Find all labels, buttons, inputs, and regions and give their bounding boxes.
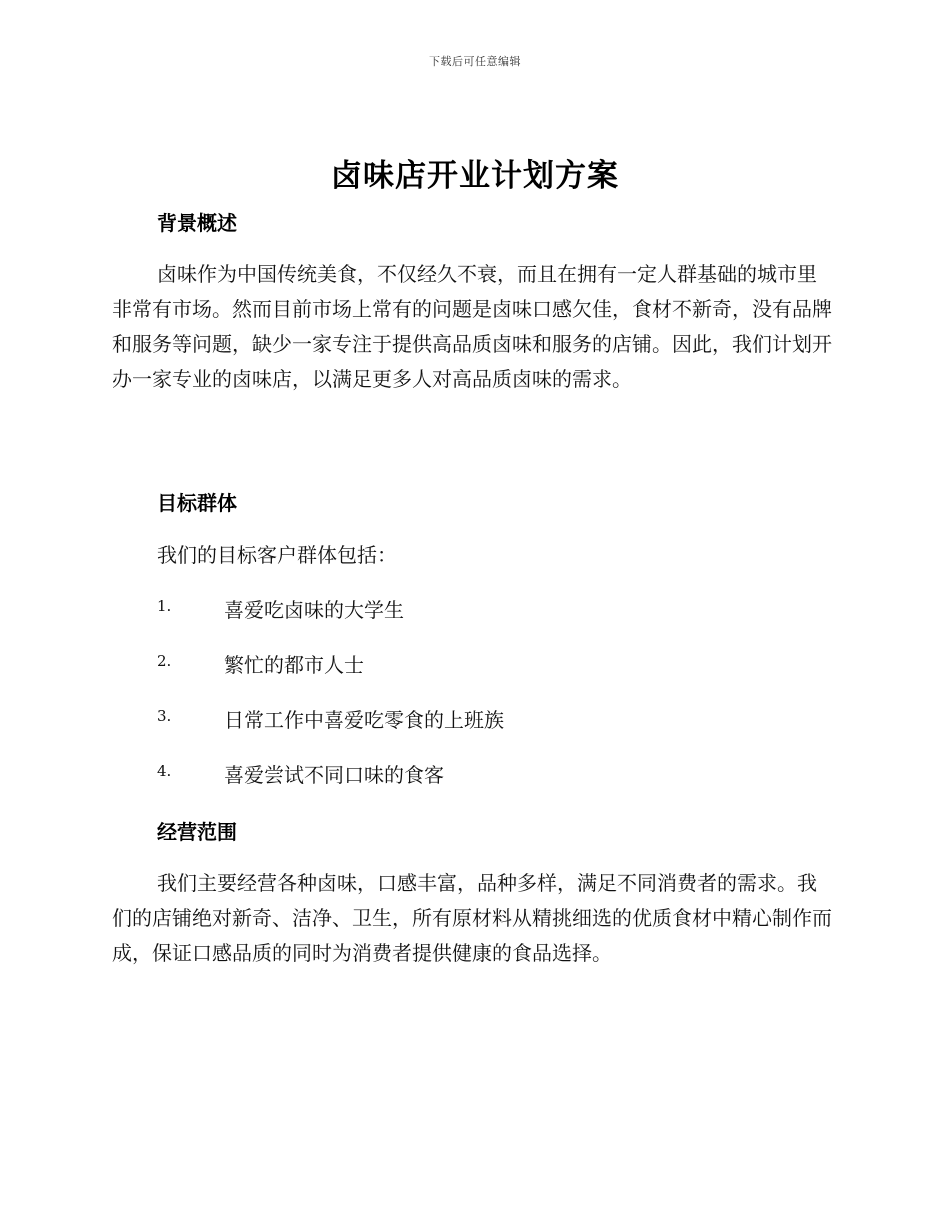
section-heading-background: 背景概述 <box>157 211 237 235</box>
section-heading-scope: 经营范围 <box>157 820 237 844</box>
scope-paragraph: 我们主要经营各种卤味，口感丰富，品种多样，满足不同消费者的需求。我们的店铺绝对新奇、洁净、卫生，所有原材料从精挑细选的优质食材中精心制作而成，保证口感品质的同时为消费者提供健康的食品选择。 <box>112 871 832 965</box>
header-note: 下载后可任意编辑 <box>429 55 521 68</box>
list-number: 1. <box>157 597 172 615</box>
list-text: 繁忙的都市人士 <box>224 653 364 677</box>
list-number: 4. <box>157 762 172 780</box>
document-title: 卤味店开业计划方案 <box>331 158 619 194</box>
list-text: 喜爱吃卤味的大学生 <box>224 598 404 622</box>
section-heading-target: 目标群体 <box>157 491 237 515</box>
list-text: 喜爱尝试不同口味的食客 <box>224 763 444 787</box>
background-paragraph: 卤味作为中国传统美食，不仅经久不衰，而且在拥有一定人群基础的城市里非常有市场。然而目前市场上常有的问题是卤味口感欠佳，食材不新奇，没有品牌和服务等问题，缺少一家专注于提供高品质卤味和服务的店铺。因此，我们计划开办一家专业的卤味店，以满足更多人对高品质卤味的需求。 <box>112 262 832 391</box>
target-intro: 我们的目标客户群体包括： <box>157 543 397 567</box>
list-number: 2. <box>157 652 172 670</box>
list-number: 3. <box>157 707 172 725</box>
list-text: 日常工作中喜爱吃零食的上班族 <box>224 708 504 732</box>
